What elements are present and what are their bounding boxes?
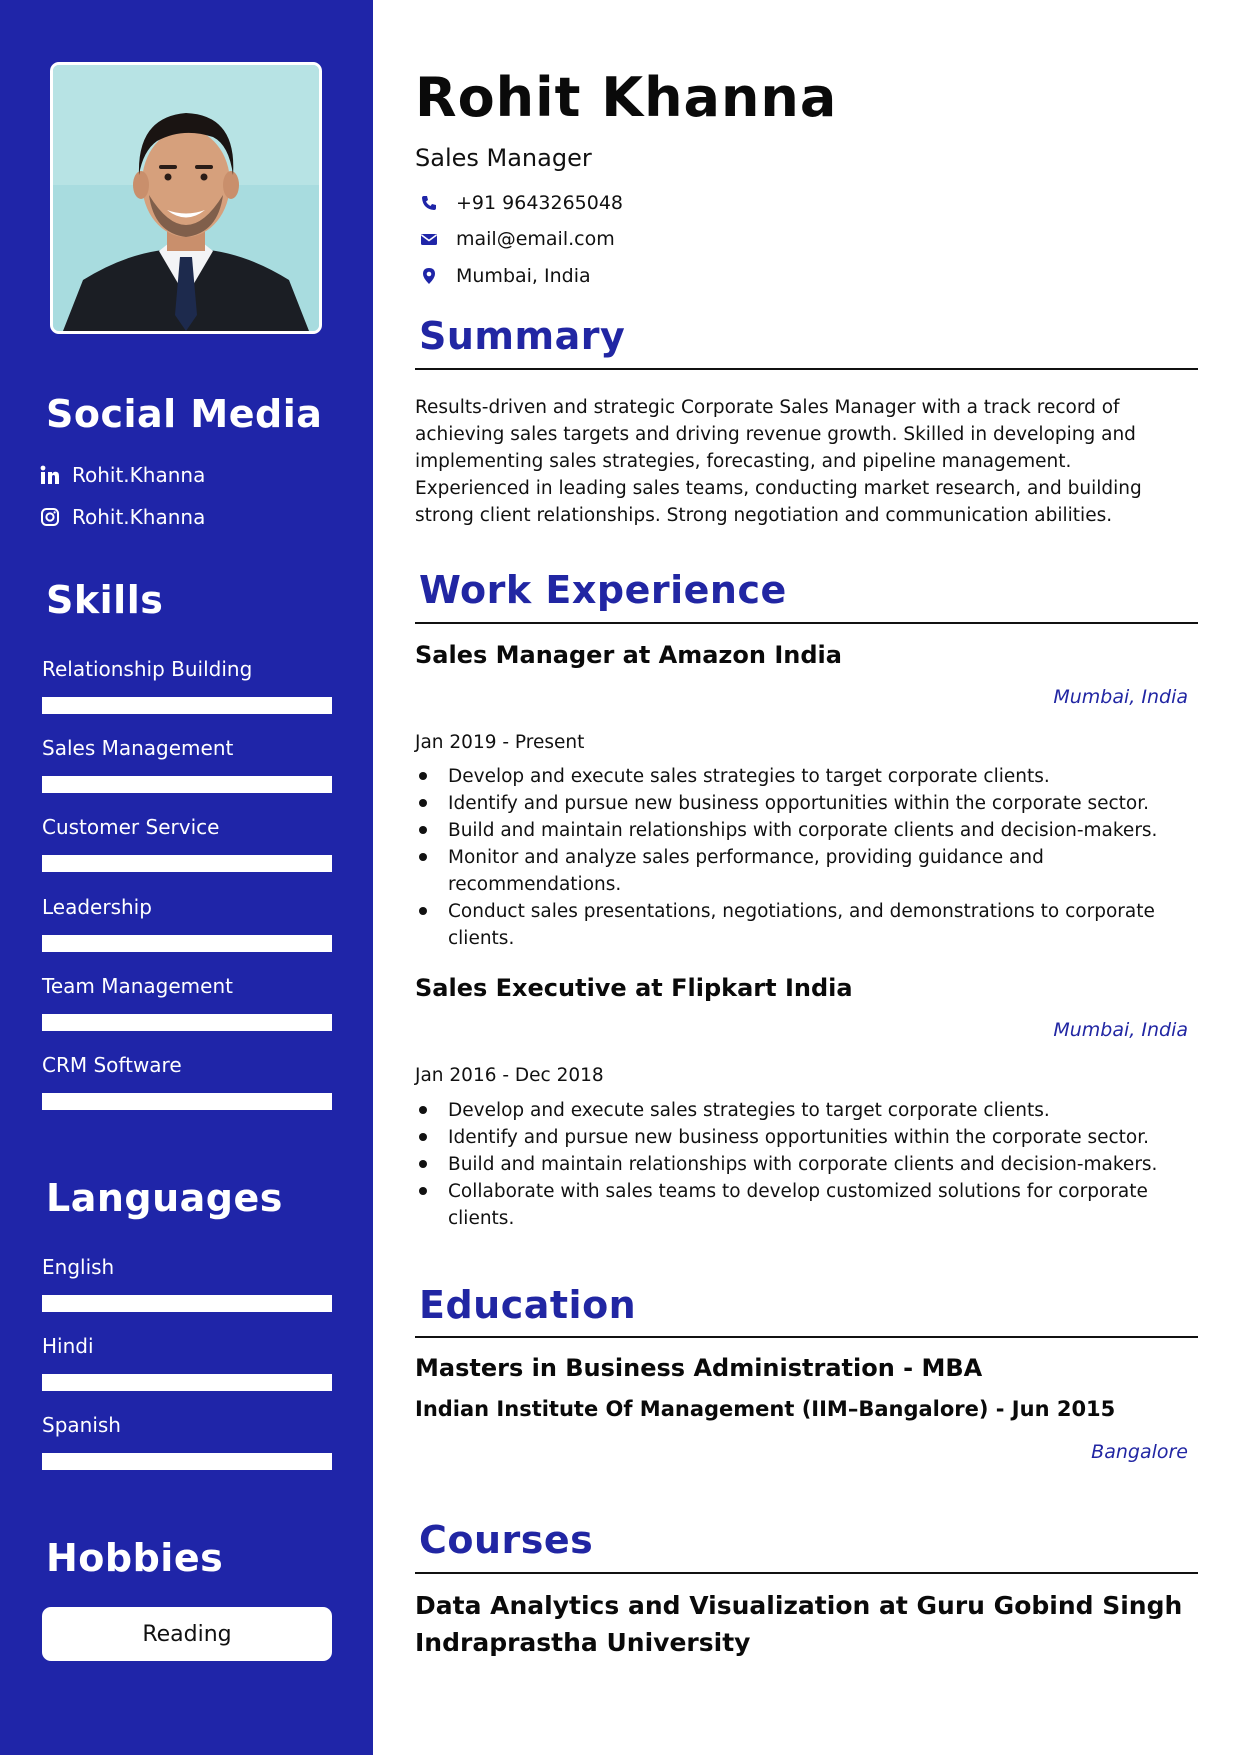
person-role: Sales Manager [415, 144, 592, 172]
contact-phone [420, 192, 623, 214]
person-name: Rohit Khanna [415, 66, 838, 129]
contact-email [420, 228, 615, 250]
sidebar [0, 0, 373, 1755]
education-heading: Education [419, 1283, 637, 1327]
language-bar-fill [43, 1296, 331, 1311]
skill-bar [42, 855, 332, 872]
skill-label: Leadership [42, 895, 152, 919]
instagram-icon [40, 507, 60, 527]
education-institution: Indian Institute Of Management (IIM–Bangalore) - Jun 2015 [415, 1397, 1116, 1421]
section-divider [415, 1572, 1198, 1574]
skill-bar [42, 697, 332, 714]
list-item: Develop and execute sales strategies to target corporate clients. [415, 1097, 1190, 1124]
job-location: Mumbai, India [1053, 1019, 1188, 1041]
skill-bar [42, 935, 332, 952]
language-bar [42, 1453, 332, 1470]
skill-bar-fill [43, 1094, 331, 1109]
skill-bar-fill [43, 856, 331, 871]
list-item: Develop and execute sales strategies to target corporate clients. [415, 763, 1190, 790]
location-value: Mumbai, India [456, 265, 591, 287]
language-label: Hindi [42, 1334, 94, 1358]
job-location: Mumbai, India [1053, 686, 1188, 708]
list-item: Identify and pursue new business opportunities within the corporate sector. [415, 790, 1190, 817]
email-value: mail@email.com [456, 228, 615, 250]
language-bar-fill [43, 1454, 331, 1469]
job-dates: Jan 2019 - Present [415, 732, 585, 753]
job-title: Sales Executive at Flipkart India [415, 974, 853, 1002]
skill-bar [42, 776, 332, 793]
instagram-link[interactable] [40, 505, 205, 529]
work-experience-heading: Work Experience [419, 568, 787, 612]
list-item: Monitor and analyze sales performance, providing guidance and recommendations. [415, 844, 1190, 898]
linkedin-icon [40, 465, 60, 485]
language-label: English [42, 1255, 115, 1279]
instagram-handle: Rohit.Khanna [72, 505, 206, 529]
skill-bar [42, 1014, 332, 1031]
hobby-chip: Reading [42, 1607, 332, 1661]
education-degree: Masters in Business Administration - MBA [415, 1354, 983, 1382]
list-item: Collaborate with sales teams to develop customized solutions for corporate clients. [415, 1178, 1190, 1232]
language-bar [42, 1374, 332, 1391]
section-divider [415, 622, 1198, 624]
skills-heading: Skills [46, 578, 164, 622]
language-bar-fill [43, 1375, 331, 1390]
courses-heading: Courses [419, 1518, 594, 1562]
linkedin-link[interactable] [40, 463, 205, 487]
list-item: Build and maintain relationships with corporate clients and decision-makers. [415, 1151, 1190, 1178]
job-bullets [415, 763, 1190, 952]
skill-bar-fill [43, 698, 331, 713]
language-label: Spanish [42, 1413, 121, 1437]
education-location: Bangalore [1091, 1441, 1188, 1463]
phone-icon [420, 194, 438, 212]
summary-text: Results-driven and strategic Corporate Sales Manager with a track record of achieving sales targets and driving revenue growth. Skilled in developing and implementing sales strategies, forecasting, and pipeline management. Experienced in leading sales teams, conducting market research, and building strong client relationships. Strong negotiation and communication abilities. [415, 397, 1142, 526]
profile-photo-illustration [53, 65, 319, 331]
skill-label: CRM Software [42, 1053, 182, 1077]
mail-icon [420, 230, 438, 248]
contact-location [420, 265, 591, 287]
location-pin-icon [420, 267, 438, 285]
profile-photo [50, 62, 322, 334]
social-media-heading: Social Media [46, 392, 323, 436]
section-divider [415, 368, 1198, 370]
list-item: Conduct sales presentations, negotiations, and demonstrations to corporate clients. [415, 898, 1190, 952]
phone-value: +91 9643265048 [456, 192, 624, 214]
skill-bar-fill [43, 1015, 331, 1030]
summary-heading: Summary [419, 314, 626, 358]
job-dates: Jan 2016 - Dec 2018 [415, 1065, 604, 1086]
languages-heading: Languages [46, 1176, 283, 1220]
skill-bar-fill [43, 777, 331, 792]
list-item: Build and maintain relationships with corporate clients and decision-makers. [415, 817, 1190, 844]
skill-label: Relationship Building [42, 657, 253, 681]
section-divider [415, 1336, 1198, 1338]
job-title: Sales Manager at Amazon India [415, 641, 842, 669]
language-bar [42, 1295, 332, 1312]
course-item: Data Analytics and Visualization at Guru Gobind Singh Indraprastha University [415, 1591, 1183, 1657]
skill-label: Sales Management [42, 736, 234, 760]
skill-label: Team Management [42, 974, 233, 998]
skill-label: Customer Service [42, 815, 220, 839]
skill-bar-fill [43, 936, 331, 951]
skill-bar [42, 1093, 332, 1110]
list-item: Identify and pursue new business opportunities within the corporate sector. [415, 1124, 1190, 1151]
job-bullets [415, 1097, 1190, 1232]
linkedin-handle: Rohit.Khanna [72, 463, 206, 487]
hobbies-heading: Hobbies [46, 1536, 224, 1580]
